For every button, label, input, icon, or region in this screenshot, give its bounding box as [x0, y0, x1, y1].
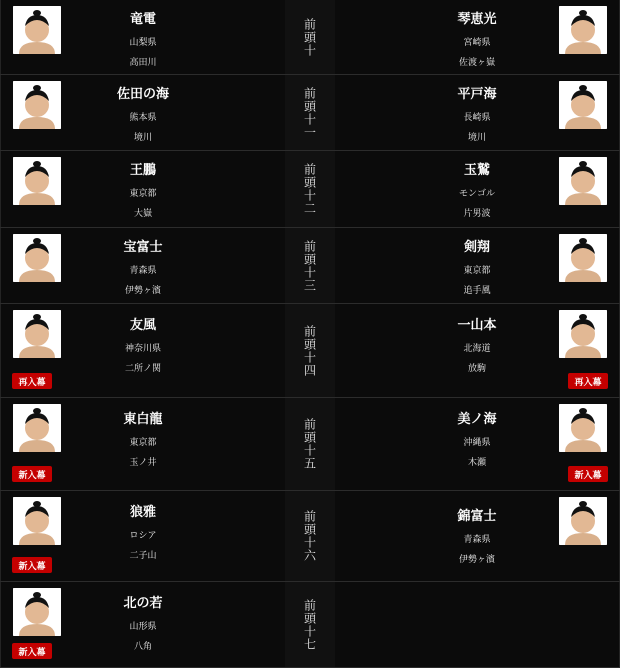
stable: 二所ノ関	[124, 364, 161, 374]
stable: 片男波	[463, 209, 491, 219]
east-rikishi-info	[61, 159, 225, 219]
west-rikishi-info	[395, 159, 559, 219]
east-rikishi-cell	[0, 304, 285, 397]
east-rikishi-info	[61, 83, 225, 143]
west-rikishi-photo[interactable]	[559, 497, 607, 545]
west-rikishi-info	[395, 83, 559, 143]
west-rikishi-name[interactable]: 琴恵光	[457, 12, 497, 27]
rank-label: 前頭十五	[302, 418, 317, 470]
east-rikishi-cell	[0, 228, 285, 303]
prefecture: 青森県	[463, 535, 491, 545]
prefecture: 北海道	[463, 344, 491, 354]
banzuke-row	[0, 491, 620, 582]
west-rikishi-name[interactable]: 剣翔	[463, 240, 490, 255]
west-rikishi-photo[interactable]	[559, 157, 607, 205]
west-rikishi-name[interactable]: 玉鷲	[463, 163, 490, 178]
west-rikishi-info	[395, 505, 559, 565]
east-rikishi-info	[61, 408, 225, 468]
rank-cell	[285, 0, 335, 74]
rank-cell	[285, 398, 335, 490]
west-rikishi-photo[interactable]	[559, 6, 607, 54]
east-rikishi-info	[61, 236, 225, 296]
east-rikishi-photo[interactable]	[13, 157, 61, 205]
rank-cell	[285, 151, 335, 227]
west-rikishi-info	[395, 236, 559, 296]
east-rikishi-info	[61, 592, 225, 652]
east-rikishi-photo[interactable]	[13, 234, 61, 282]
east-rikishi-cell	[0, 491, 285, 581]
stable: 高田川	[129, 58, 157, 68]
east-rikishi-info	[61, 501, 225, 561]
banzuke-row	[0, 304, 620, 398]
banzuke-row	[0, 0, 620, 75]
status-badge: 新入幕	[12, 557, 52, 573]
west-rikishi-cell	[335, 491, 620, 581]
banzuke-row	[0, 228, 620, 304]
east-rikishi-name[interactable]: 東白龍	[123, 412, 163, 427]
stable: 伊勢ヶ濱	[458, 555, 495, 565]
east-rikishi-photo[interactable]	[13, 81, 61, 129]
east-rikishi-name[interactable]: 狼雅	[129, 505, 156, 520]
west-rikishi-photo[interactable]	[559, 234, 607, 282]
prefecture: モンゴル	[458, 189, 495, 199]
banzuke-row	[0, 151, 620, 228]
west-rikishi-cell	[335, 304, 620, 397]
status-badge: 再入幕	[12, 373, 52, 389]
west-rikishi-photo[interactable]	[559, 310, 607, 358]
prefecture: 東京都	[463, 266, 491, 276]
rank-cell	[285, 491, 335, 581]
west-rikishi-name[interactable]: 美ノ海	[457, 412, 497, 427]
prefecture: 山形県	[129, 622, 157, 632]
rank-label: 前頭十四	[302, 324, 317, 377]
west-rikishi-cell	[335, 151, 620, 227]
east-rikishi-cell	[0, 151, 285, 227]
east-rikishi-name[interactable]: 佐田の海	[116, 87, 169, 102]
east-rikishi-name[interactable]: 王鵬	[129, 163, 156, 178]
east-rikishi-info	[61, 8, 225, 68]
east-rikishi-cell	[0, 398, 285, 490]
prefecture: ロシア	[129, 531, 157, 541]
stable: 木瀬	[467, 458, 486, 468]
stable: 境川	[467, 133, 486, 143]
prefecture: 長崎県	[463, 113, 491, 123]
west-rikishi-cell	[335, 398, 620, 490]
status-badge: 新入幕	[12, 643, 52, 659]
west-rikishi-name[interactable]: 一山本	[457, 318, 497, 333]
prefecture: 宮崎県	[463, 38, 491, 48]
east-rikishi-cell	[0, 582, 285, 667]
west-rikishi-cell	[335, 0, 620, 74]
prefecture: 東京都	[129, 189, 157, 199]
west-rikishi-photo[interactable]	[559, 81, 607, 129]
prefecture: 東京都	[129, 438, 157, 448]
stable: 八角	[133, 642, 152, 652]
stable: 玉ノ井	[129, 458, 157, 468]
rank-label: 前頭十一	[302, 86, 317, 139]
west-rikishi-name[interactable]: 錦富士	[457, 509, 497, 524]
rank-label: 前頭十三	[302, 239, 317, 292]
rank-label: 前頭十七	[302, 598, 317, 651]
east-rikishi-cell	[0, 0, 285, 74]
status-badge: 新入幕	[568, 466, 608, 482]
prefecture: 青森県	[129, 266, 157, 276]
stable: 佐渡ヶ嶽	[458, 58, 495, 68]
rank-cell	[285, 75, 335, 150]
east-rikishi-name[interactable]: 竜電	[129, 12, 156, 27]
rank-label: 前頭十六	[302, 510, 317, 562]
rank-label: 前頭十二	[302, 163, 317, 215]
west-rikishi-info	[395, 8, 559, 68]
west-rikishi-photo[interactable]	[559, 404, 607, 452]
east-rikishi-photo[interactable]	[13, 588, 61, 636]
banzuke-row	[0, 75, 620, 151]
prefecture: 沖縄県	[463, 438, 491, 448]
east-rikishi-info	[61, 314, 225, 374]
stable: 大嶽	[133, 209, 152, 219]
status-badge: 新入幕	[12, 466, 52, 482]
banzuke-row	[0, 582, 620, 668]
east-rikishi-photo[interactable]	[13, 404, 61, 452]
stable: 追手風	[463, 286, 491, 296]
rank-cell	[285, 304, 335, 397]
banzuke-row	[0, 398, 620, 491]
west-empty-cell	[335, 582, 620, 667]
east-rikishi-name[interactable]: 宝富士	[123, 240, 163, 255]
west-rikishi-name[interactable]: 平戸海	[457, 87, 497, 102]
prefecture: 神奈川県	[124, 344, 161, 354]
stable: 放駒	[467, 364, 486, 374]
rank-cell	[285, 228, 335, 303]
prefecture: 山梨県	[129, 38, 157, 48]
west-rikishi-cell	[335, 75, 620, 150]
east-rikishi-photo[interactable]	[13, 497, 61, 545]
east-rikishi-cell	[0, 75, 285, 150]
west-rikishi-info	[395, 314, 559, 374]
west-rikishi-cell	[335, 228, 620, 303]
east-rikishi-name[interactable]: 北の若	[123, 596, 163, 611]
west-rikishi-info	[395, 408, 559, 468]
stable: 境川	[133, 133, 152, 143]
rank-cell	[285, 582, 335, 667]
prefecture: 熊本県	[129, 113, 157, 123]
rank-label: 前頭十	[302, 17, 317, 57]
stable: 二子山	[129, 551, 157, 561]
east-rikishi-name[interactable]: 友風	[129, 318, 156, 333]
stable: 伊勢ヶ濱	[124, 286, 161, 296]
status-badge: 再入幕	[568, 373, 608, 389]
east-rikishi-photo[interactable]	[13, 310, 61, 358]
east-rikishi-photo[interactable]	[13, 6, 61, 54]
